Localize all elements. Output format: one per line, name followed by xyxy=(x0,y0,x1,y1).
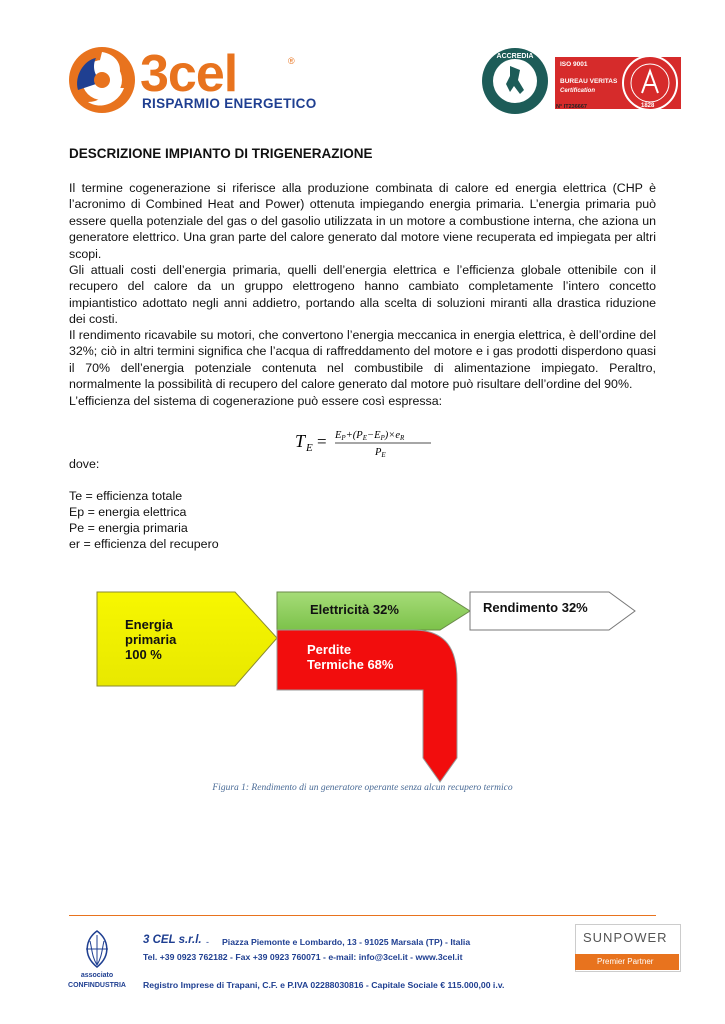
electricity-label: Elettricità 32% xyxy=(310,602,399,617)
footer-divider xyxy=(69,915,656,916)
footer-company: 3 CEL s.r.l. xyxy=(143,934,202,946)
thermal-loss-label: Perdite xyxy=(307,642,352,657)
paragraph-costs xyxy=(69,262,656,328)
definition-ep: Ep = energia elettrica xyxy=(69,505,187,519)
footer-contacts: Tel. +39 0923 762182 - Fax +39 0923 760071 - e-mail: info@3cel.it - www.3cel.it xyxy=(143,952,463,962)
3cel-logo-mark xyxy=(66,44,138,116)
registered-mark: ® xyxy=(288,56,295,66)
accredia-label: ACCREDIA xyxy=(496,53,534,60)
paragraph-line: normalmente la possibilità di recupero del calore generato dal motore può risultare dell’ordine del 90%. xyxy=(69,377,633,392)
paragraph-line: Il termine cogenerazione si riferisce alla produzione combinata di calore ed energia elettrica (CHP è xyxy=(69,181,656,195)
bv-iso-label: ISO 9001 xyxy=(560,61,588,68)
formula-denominator xyxy=(374,447,386,459)
footer-separator: - xyxy=(206,937,209,947)
sunpower-name: SUNPOWER xyxy=(583,930,668,945)
bv-certification: Certification xyxy=(560,88,596,94)
formula-lhs: T xyxy=(295,431,306,451)
paragraph-line: Gli attuali costi dell’energia primaria, quelli dell’energia elettrica e l’efficienza globale ottenibile con il xyxy=(69,263,656,277)
svg-text:PE: PE xyxy=(375,447,386,459)
definition-te: Te = efficienza totale xyxy=(69,489,183,503)
formula-numerator xyxy=(334,430,405,442)
primary-energy-value: 100 % xyxy=(125,647,162,662)
accredia-seal-icon xyxy=(480,46,550,116)
paragraph-line: il 70% dell’energia potenziale contenuta nel combustibile di alimentazione impiegato. Peraltro, xyxy=(69,360,656,375)
figure-caption: Figura 1: Rendimento di un generatore operante senza alcun recupero termico xyxy=(212,783,513,793)
formula-equals: = xyxy=(317,432,327,451)
page-title: DESCRIZIONE IMPIANTO DI TRIGENERAZIONE xyxy=(69,146,373,161)
confindustria-logo-icon xyxy=(78,929,116,969)
thermal-loss-value: Termiche 68% xyxy=(307,657,394,672)
paragraph-line: generatore elettrico. Una gran parte del calore generato dal motore viene recuperata ed impiegata per altri xyxy=(69,230,656,245)
definition-pe: Pe = energia primaria xyxy=(69,521,188,535)
efficiency-formula xyxy=(293,425,453,461)
paragraph-line: scopi. xyxy=(69,246,102,261)
bv-name: BUREAU VERITAS xyxy=(560,78,618,85)
primary-energy-label: Energia xyxy=(125,617,173,632)
bv-number: N° IT236667 xyxy=(556,104,587,110)
paragraph-line: l’acronimo di Combined Heat and Power) ottenuta impiegando energia primaria. L’energia primaria può xyxy=(69,197,656,212)
paragraph-line: impiantistico adottato negli anni addietro, portando alla scelta di soluzioni miranti alla drastica riduzione xyxy=(69,295,656,310)
svg-text:EP+(PE−EP)×eR: EP+(PE−EP)×eR xyxy=(335,430,405,442)
confindustria-name: CONFINDUSTRIA xyxy=(68,982,126,989)
brand-tagline: RISPARMIO ENERGETICO xyxy=(142,96,317,111)
bv-year: 1828 xyxy=(641,103,655,109)
yield-label: Rendimento 32% xyxy=(483,600,588,615)
confindustria-associated: associato xyxy=(80,972,114,979)
paragraph-line: essere quella potenziale del gas o del gasolio utilizzata in un motore a combustione interna, che aziona un xyxy=(69,213,656,228)
paragraph-line: Il rendimento ricavabile su motori, che convertono l’energia meccanica in energia elettrica, è dell’ordine del xyxy=(69,328,656,342)
primary-energy-arrow xyxy=(97,592,277,686)
paragraph-line: recupero del calore da un gruppo elettrogeno hanno cambiato completamente l’intero concetto xyxy=(69,279,656,294)
primary-energy-label-2: primaria xyxy=(125,632,177,647)
brand-name: 3cel xyxy=(140,45,238,103)
energy-flow-diagram xyxy=(95,590,640,785)
paragraph-line: L’efficienza del sistema di cogenerazione può essere così espressa: xyxy=(69,393,443,408)
definition-er: er = efficienza del recupero xyxy=(69,537,219,551)
formula-lhs-sub: E xyxy=(306,442,313,454)
paragraph-efficiency xyxy=(69,327,656,409)
footer-registry: Registro Imprese di Trapani, C.F. e P.IVA 02288030816 - Capitale Sociale € 115.000,00 i.v. xyxy=(143,980,505,990)
thermal-loss-arrow xyxy=(277,630,457,782)
footer-address: Piazza Piemonte e Lombardo, 13 - 91025 Marsala (TP) - Italia xyxy=(222,937,471,947)
paragraph-line: dei costi. xyxy=(69,312,118,327)
dove-label: dove: xyxy=(69,457,100,471)
paragraph-line: 32%; ciò in altri termini significa che l’acqua di raffreddamento del motore e i gas prodotti disperdono quasi xyxy=(69,344,656,359)
paragraph-cogeneration xyxy=(69,180,656,262)
sunpower-partner-label: Premier Partner xyxy=(597,957,654,966)
